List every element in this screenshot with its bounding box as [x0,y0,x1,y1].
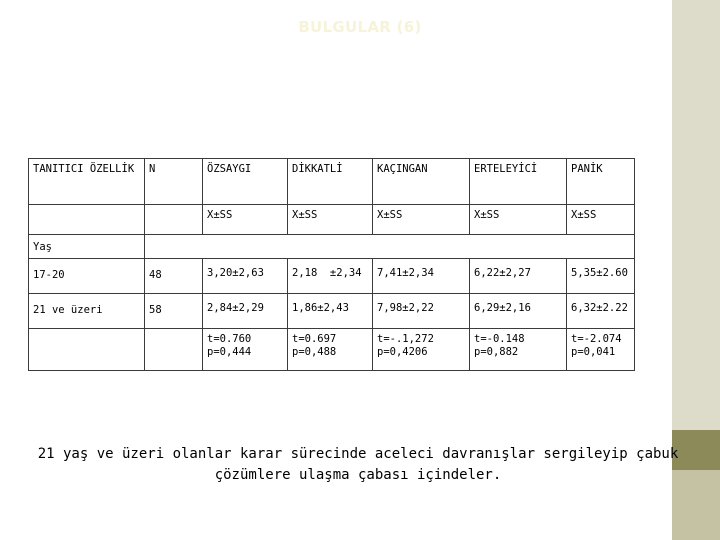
subheader-panik: X±SS [567,205,635,235]
p-value: p=0,041 [571,346,616,358]
header-dikkatli: DİKKATLİ [288,159,373,205]
header-ozsaygi: ÖZSAYGI [203,159,288,205]
row-n: 58 [145,294,203,329]
header-kacingan: KAÇINGAN [373,159,470,205]
group-label: Yaş [29,235,145,259]
results-table [28,158,635,371]
row-dikkatli: 2,18 ±2,34 [288,259,373,294]
stats-empty-2 [145,329,203,371]
stats-erteleyici [470,329,567,371]
stats-kacingan [373,329,470,371]
row-label: 21 ve üzeri [29,294,145,329]
subheader-erteleyici: X±SS [470,205,567,235]
side-bar-light-segment [672,0,720,430]
t-value: t=-0.148 [474,333,525,345]
header-characteristic: TANITICI ÖZELLİK [29,159,145,205]
t-value: t=-.1,272 [377,333,434,345]
p-value: p=0,444 [207,346,252,358]
subheader-empty-2 [145,205,203,235]
header-panik: PANİK [567,159,635,205]
row-erteleyici: 6,22±2,27 [470,259,567,294]
row-dikkatli: 1,86±2,43 [288,294,373,329]
subheader-dikkatli: X±SS [288,205,373,235]
row-kacingan: 7,98±2,22 [373,294,470,329]
table-row [29,259,635,294]
table-row [29,294,635,329]
subheader-ozsaygi: X±SS [203,205,288,235]
stats-row [29,329,635,371]
row-n: 48 [145,259,203,294]
header-n: N [145,159,203,205]
header-row [29,159,635,205]
slide-title: BULGULAR (6) [298,18,422,36]
subheader-row [29,205,635,235]
subheader-kacingan: X±SS [373,205,470,235]
group-row [29,235,635,259]
row-ozsaygi: 2,84±2,29 [203,294,288,329]
stats-dikkatli [288,329,373,371]
p-value: p=0,4206 [377,346,428,358]
row-erteleyici: 6,29±2,16 [470,294,567,329]
header-erteleyici: ERTELEYİCİ [470,159,567,205]
stats-empty-1 [29,329,145,371]
t-value: t=0.697 [292,333,337,345]
stats-panik [567,329,635,371]
p-value: p=0,488 [292,346,337,358]
t-value: t=0.760 [207,333,252,345]
row-panik: 5,35±2.60 [567,259,635,294]
subheader-empty-1 [29,205,145,235]
row-panik: 6,32±2.22 [567,294,635,329]
row-label: 17-20 [29,259,145,294]
stats-ozsaygi [203,329,288,371]
conclusion-note: 21 yaş ve üzeri olanlar karar sürecinde aceleci davranışlar sergileyip çabuk çözümlere ulaşma çabası içindeler. [37,446,679,483]
row-kacingan: 7,41±2,34 [373,259,470,294]
row-ozsaygi: 3,20±2,63 [203,259,288,294]
group-row-empty [145,235,635,259]
t-value: t=-2.074 [571,333,622,345]
p-value: p=0,882 [474,346,519,358]
